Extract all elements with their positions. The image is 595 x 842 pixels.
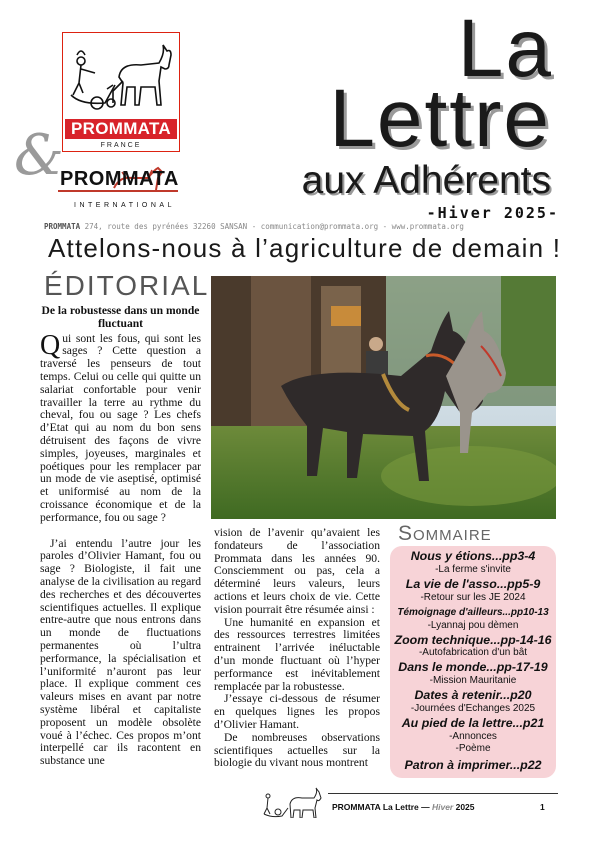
sommaire-sub-3: -Lyannaj pou dèmen	[427, 620, 519, 631]
masthead-lettre: Lettre	[329, 73, 551, 164]
sommaire-item-5[interactable]: Dans le monde...pp-17-19	[398, 660, 548, 674]
address-org: PROMMATA	[44, 222, 81, 231]
sommaire-sub-5: -Mission Mauritanie	[429, 675, 517, 686]
editorial-subtitle: De la robustesse dans un monde fluctuant	[41, 304, 200, 330]
sommaire-item-1[interactable]: Nous y étions...pp3-4	[410, 549, 536, 563]
editorial-column-1	[40, 305, 201, 768]
editorial-paragraph-3: vision de l’avenir qu’avaient les fondateurs de l’association Prommata dans les années 90. Consciemment ou pas, cela a déterminé leurs valeurs, leurs actions et leurs choix de vie. Cette vision pourrait être résumée ainsi :	[214, 526, 380, 616]
footer-year: 2025	[453, 802, 475, 812]
masthead-la: La	[457, 3, 553, 94]
editorial-paragraph-6: De nombreuses observations scientifiques actuelles sur la biologie du vivant nous montrent	[214, 730, 380, 770]
sommaire-sub-6: -Journées d'Echanges 2025	[410, 703, 536, 714]
donkeys-photo	[211, 276, 556, 519]
sommaire-sub-4: -Autofabrication d'un bât	[418, 647, 528, 658]
editorial-paragraph-1: ui sont les fous, qui sont les sages ? Cette question a traversé les penseurs de tout temps. Celui ou celle qui quitte un salariat confortable pour venir travailler la terre au rythme du cheval, fou ou sage ? Les chefs d’Etat qui au nom du bon sens détruisent des façons de vivre simples, joyeuses, marginales et poétiques pour les remplacer par un mode de vie aseptisé, optimisé et uniformisé au nom de la croissance économique et de la performance, fou ou sage ?	[40, 331, 201, 524]
ampersand-mark: &	[14, 123, 64, 188]
international-label: INTERNATIONAL	[74, 202, 175, 209]
sommaire-item-8[interactable]: Patron à imprimer...p22	[404, 758, 542, 772]
sommaire-sub-7b: -Poème	[455, 743, 491, 754]
page-number: 1	[540, 802, 545, 812]
france-label: FRANCE	[100, 142, 142, 149]
headline: Attelons-nous à l’agriculture de demain !	[48, 233, 562, 263]
footer-horse-icon	[262, 786, 328, 823]
divider	[58, 190, 178, 192]
sommaire-item-3[interactable]: Témoignage d'ailleurs...pp10-13	[397, 607, 549, 618]
address-line	[44, 222, 464, 231]
dropcap: Q	[40, 329, 61, 361]
sommaire-item-6[interactable]: Dates à retenir...p20	[414, 688, 532, 702]
sommaire-item-7[interactable]: Au pied de la lettre...p21	[401, 716, 545, 730]
footer-left: PROMMATA La Lettre —	[332, 802, 432, 812]
prommata-france-wordmark: PROMMATA	[65, 119, 177, 139]
sommaire-box	[390, 546, 556, 778]
address-text: 274, route des pyrénées 32260 SANSAN - communication@prommata.org - www.prommata.org	[80, 222, 464, 231]
sommaire-sub-1: -La ferme s'invite	[435, 564, 511, 575]
sommaire-item-4[interactable]: Zoom technique...pp-14-16	[394, 633, 552, 647]
editorial-heading: ÉDITORIAL	[44, 270, 210, 301]
editorial-paragraph-2: J’ai entendu l’autre jour les paroles d’Olivier Hamant, fou ou sage ? Biologiste, il fait une analyse de la civilisation au regard des recherches et des découvertes scientifiques actuelles. Il explique entre-autre que nous entrons dans un monde de fluctuations permanentes où l’ultra performance, la spécialisation et l’uniformité n’auront pas leur place. Il explique comment ces valeurs mises en avant par notre système libéral et capitaliste proposent un modèle obsolète voué à l’échec. Ces propos m’ont interpellé car ils racontent en substance une	[40, 536, 201, 768]
editorial-paragraph-4: Une humanité en expansion et des ressources terrestres limitées entrainent l’arrivée inéluctable d’un monde fluctuant où l’hyper performance est inévitablement remplacée par la robustesse.	[214, 615, 380, 693]
prommata-france-logo	[62, 32, 180, 152]
sommaire-sub-7a: -Annonces	[449, 731, 497, 742]
footer-rule	[328, 793, 558, 794]
sommaire-title: Sommaire	[398, 522, 492, 545]
footer-season: Hiver	[431, 802, 454, 812]
prommata-international-wordmark: PROMMATA	[60, 168, 179, 190]
issue-label: -Hiver 2025-	[426, 204, 559, 222]
sommaire-item-2[interactable]: La vie de l'asso...pp5-9	[405, 577, 541, 591]
editorial-paragraph-5: J’essaye ci-dessous de résumer en quelques lignes les propos d’Olivier Hamant.	[214, 692, 380, 731]
sommaire-sub-2: -Retour sur les JE 2024	[420, 592, 526, 603]
editorial-column-2	[214, 527, 380, 770]
footer-text	[332, 802, 475, 812]
masthead-aux-adherents: aux Adhérents	[301, 159, 551, 202]
horse-drawn-plough-icon	[67, 37, 175, 117]
